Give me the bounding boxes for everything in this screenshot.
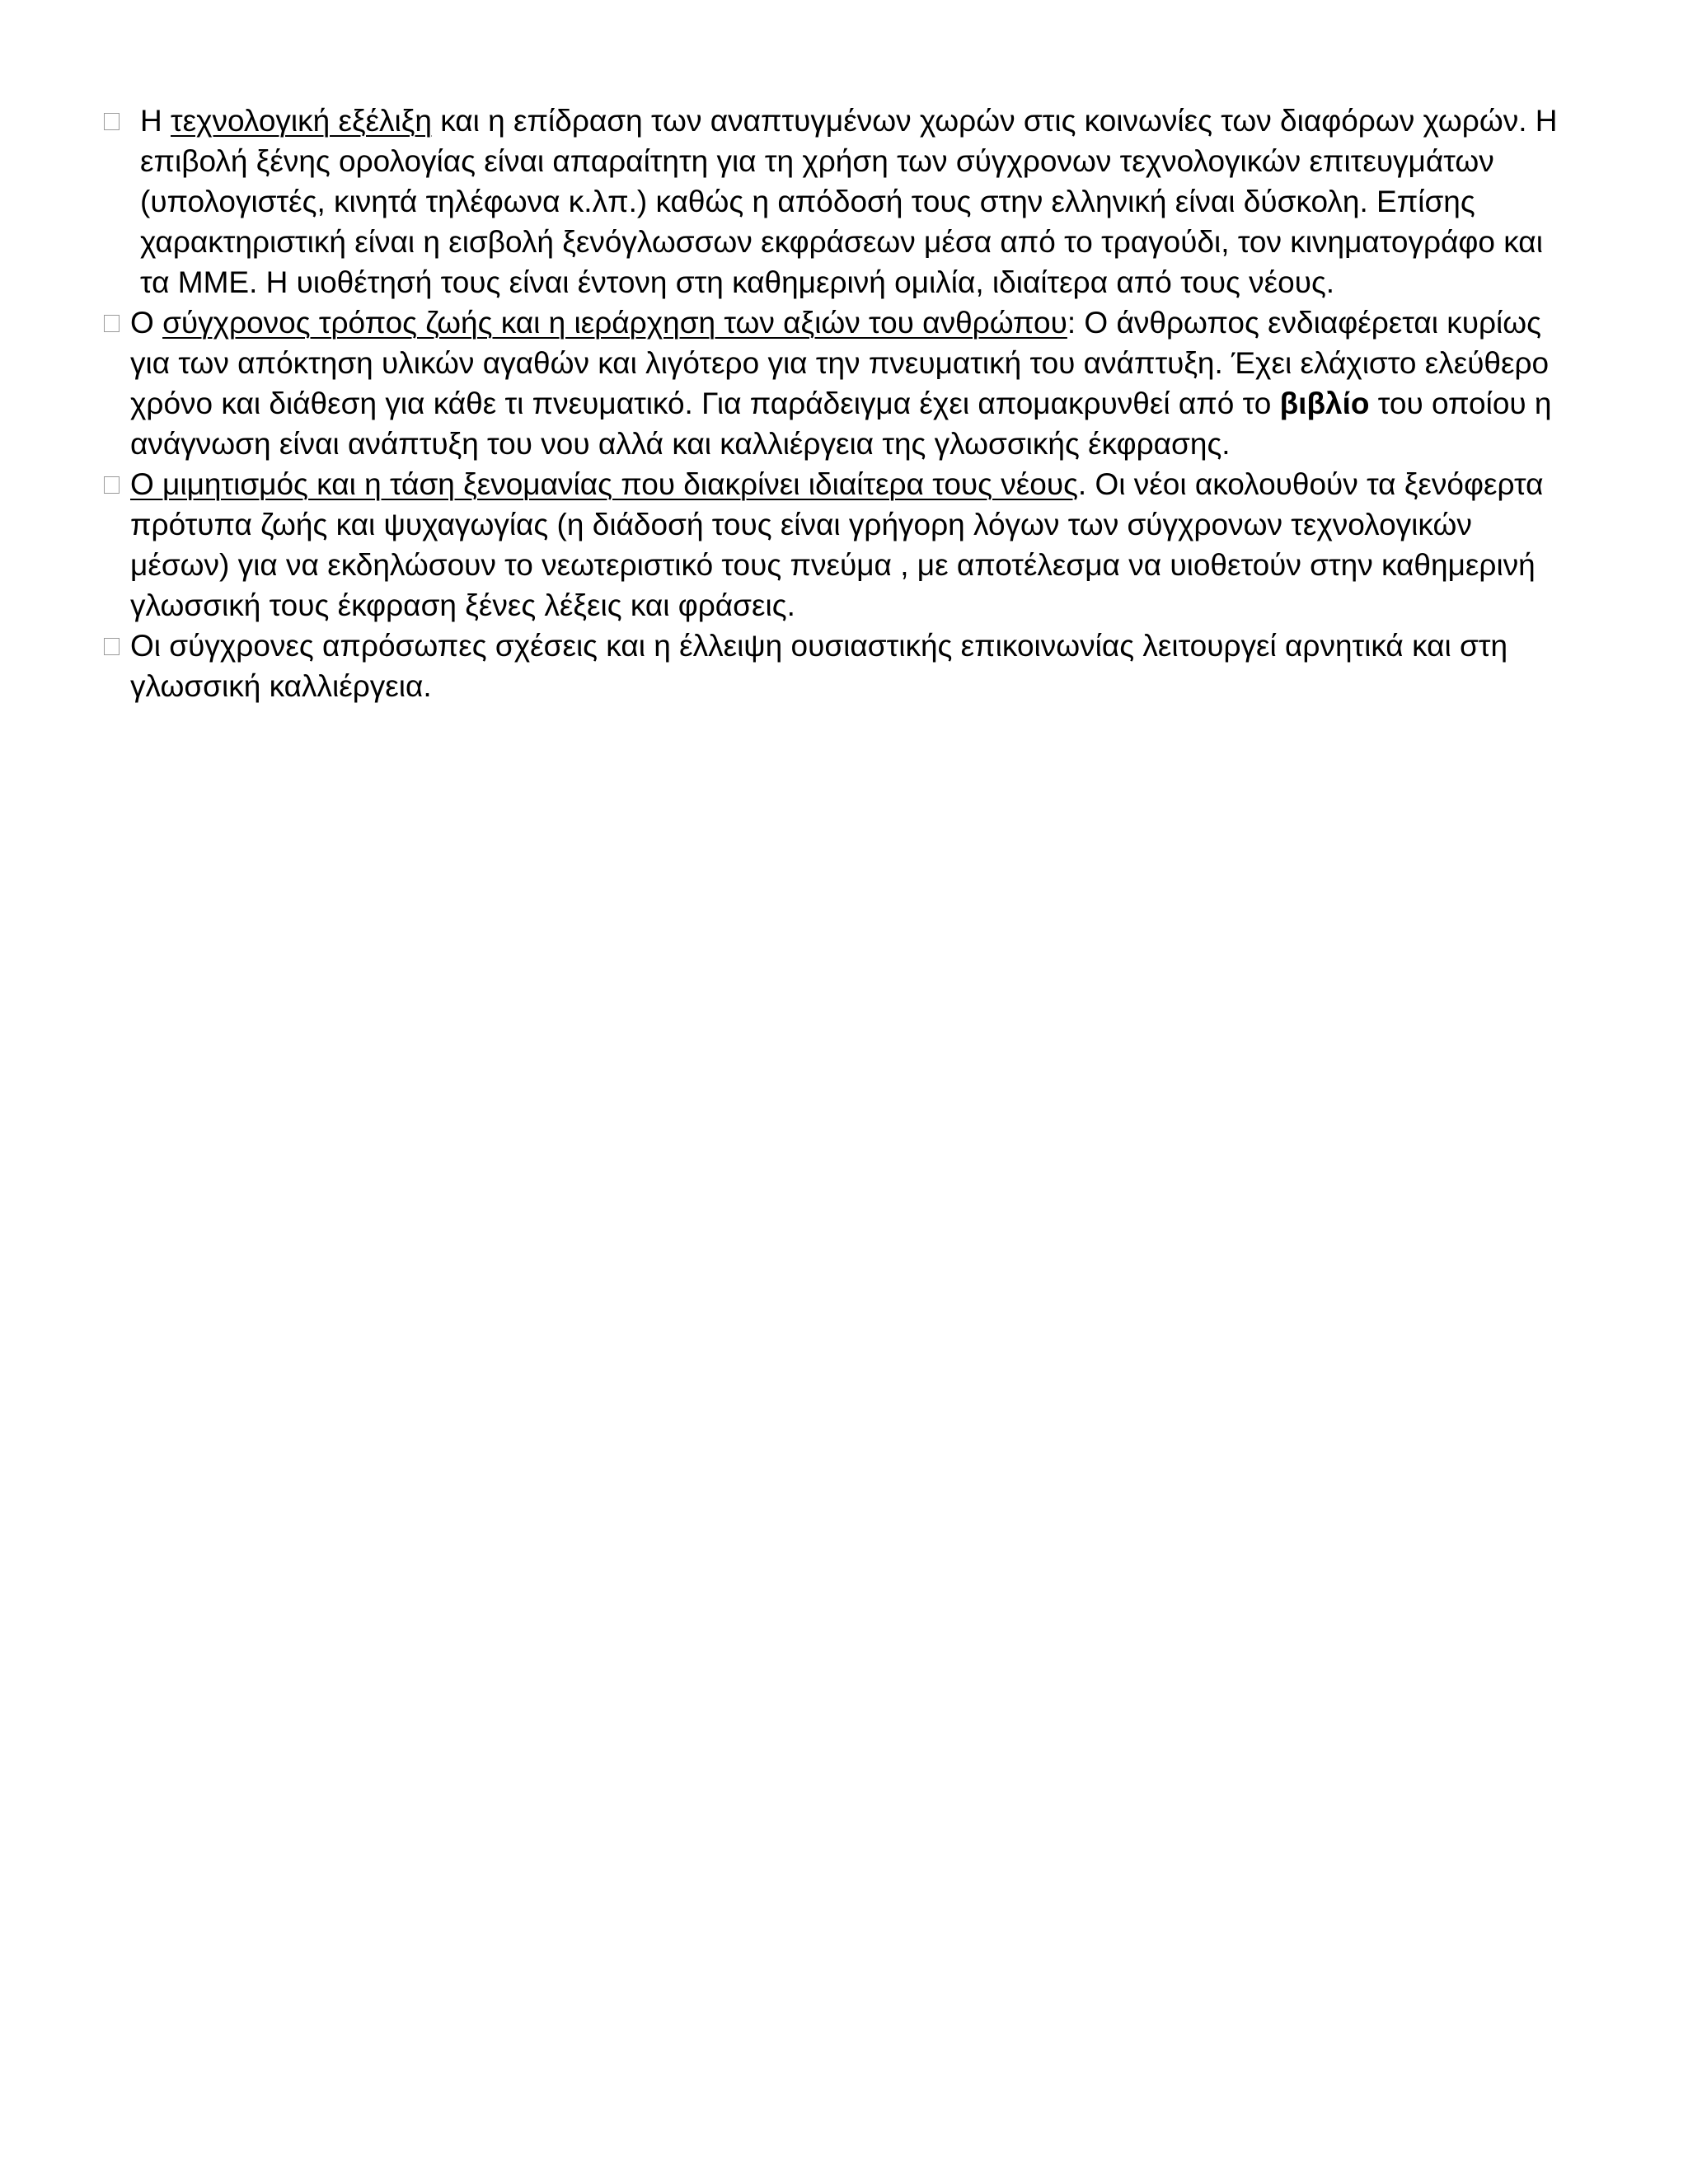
bold-word: βιβλίο	[1279, 387, 1370, 420]
text-run: του οποίου η ανάγνωση είναι ανάπτυξη του νου αλλά και καλλιέργεια της γλωσσικής έκφρασης.	[130, 387, 1552, 461]
underlined-phrase: σύγχρονος τρόπος ζωής και η ιεράρχηση των αξιών του ανθρώπου	[162, 306, 1067, 340]
list-item	[101, 626, 1559, 706]
text-run: Ο	[130, 306, 163, 340]
bullet-box-icon	[104, 315, 120, 332]
bullet-box-icon	[104, 476, 120, 494]
underlined-phrase: Ο μιμητισμός και η τάση ξενομανίας που διακρίνει ιδιαίτερα τους νέους	[130, 467, 1078, 501]
text-run: Οι σύγχρονες απρόσωπες σχέσεις και η έλλειψη ουσιαστικής επικοινωνίας λειτουργεί αρνητικά και στη γλωσσική καλλιέργεια.	[130, 629, 1508, 703]
underlined-phrase: τεχνολογική εξέλιξη	[171, 104, 432, 138]
bullet-box-icon	[104, 638, 120, 655]
bullet-list	[101, 101, 1559, 706]
text-run: Η	[140, 104, 171, 138]
list-item	[101, 302, 1559, 464]
text-run: : Ο άνθρωπος ενδιαφέρεται κυρίως για των απόκτηση υλικών αγαθών και λιγότερο για την πνευματική του ανάπτυξη. Έχει ελάχιστο ελεύθερο χρόνο και διάθεση για κάθε τι πνευματικό. Για παράδειγμα έχει απομακρυνθεί από το	[130, 306, 1550, 420]
text-run: και η επίδραση των αναπτυγμένων χωρών στις κοινωνίες των διαφόρων χωρών. Η επιβολή ξένης ορολογίας είναι απαραίτητη για τη χρήση των σύγχρονων τεχνολογικών επιτευγμάτων (υπολογιστές, κινητά τηλέφωνα κ.λπ.) καθώς η απόδοσή τους στην ελληνική είναι δύσκολη. Επίσης χαρακτηριστική είναι η εισβολή ξενόγλωσσων εκφράσεων μέσα από το τραγούδι, τον κινηματογράφο και τα ΜΜΕ. Η υιοθέτησή τους είναι έντονη στη καθημερινή ομιλία, ιδιαίτερα από τους νέους.	[140, 104, 1558, 299]
list-item	[101, 101, 1559, 302]
text-run: . Οι νέοι ακολουθούν τα ξενόφερτα πρότυπα ζωής και ψυχαγωγίας (η διάδοσή τους είναι γρήγορη λόγων των σύγχρονων τεχνολογικών μέσων) για να εκδηλώσουν το νεωτεριστικό τους πνεύμα , με αποτέλεσμα να υιοθετούν στην καθημερινή γλωσσική τους έκφραση ξένες λέξεις και φράσεις.	[130, 467, 1544, 622]
bullet-box-icon	[104, 113, 120, 130]
list-item	[101, 464, 1559, 626]
